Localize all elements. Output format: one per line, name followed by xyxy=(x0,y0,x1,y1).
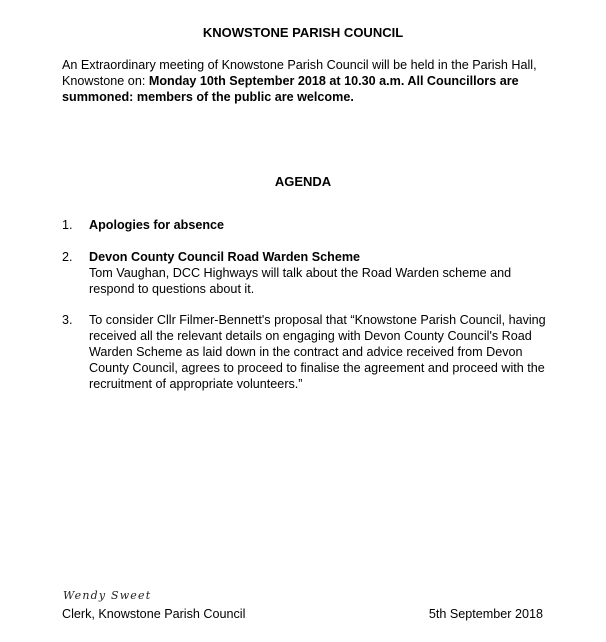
agenda-heading: AGENDA xyxy=(274,174,332,189)
agenda-item-body: Tom Vaughan, DCC Highways will talk about the Road Warden scheme and respond to questions about it. xyxy=(89,266,512,296)
agenda-item-heading: Apologies for absence xyxy=(89,218,225,232)
meeting-notice-text: An Extraordinary meeting of Knowstone Parish Council will be held in the Parish Hall, Knowstone on: xyxy=(62,58,537,88)
agenda-item-heading: Devon County Council Road Warden Scheme xyxy=(89,250,361,264)
agenda-item-3 xyxy=(89,312,559,392)
meeting-notice xyxy=(62,57,562,105)
agenda-item-2 xyxy=(89,249,559,297)
agenda-item-number: 1. xyxy=(62,218,73,232)
agenda-item-1 xyxy=(89,217,559,233)
signature-text: Wendy Sweet xyxy=(63,589,152,602)
document-date: 5th September 2018 xyxy=(428,607,543,621)
clerk-line: Clerk, Knowstone Parish Council xyxy=(62,607,246,621)
document-title: KNOWSTONE PARISH COUNCIL xyxy=(202,25,404,40)
agenda-item-number: 3. xyxy=(62,313,73,327)
agenda-item-number: 2. xyxy=(62,250,73,264)
clerk-signature xyxy=(63,588,151,604)
agenda-item-body: To consider Cllr Filmer-Bennett's proposal that “Knowstone Parish Council, having received all the relevant details on engaging with Devon County Council's Road Warden Scheme as laid down in the contract and advice received from Devon County Council, agrees to proceed to finalise the agreement and proceed with the recruitment of appropriate volunteers.” xyxy=(89,313,546,391)
meeting-notice-date-time: Monday 10th September 2018 at 10.30 a.m. All Councillors are summoned: members of the public are welcome. xyxy=(62,74,519,104)
